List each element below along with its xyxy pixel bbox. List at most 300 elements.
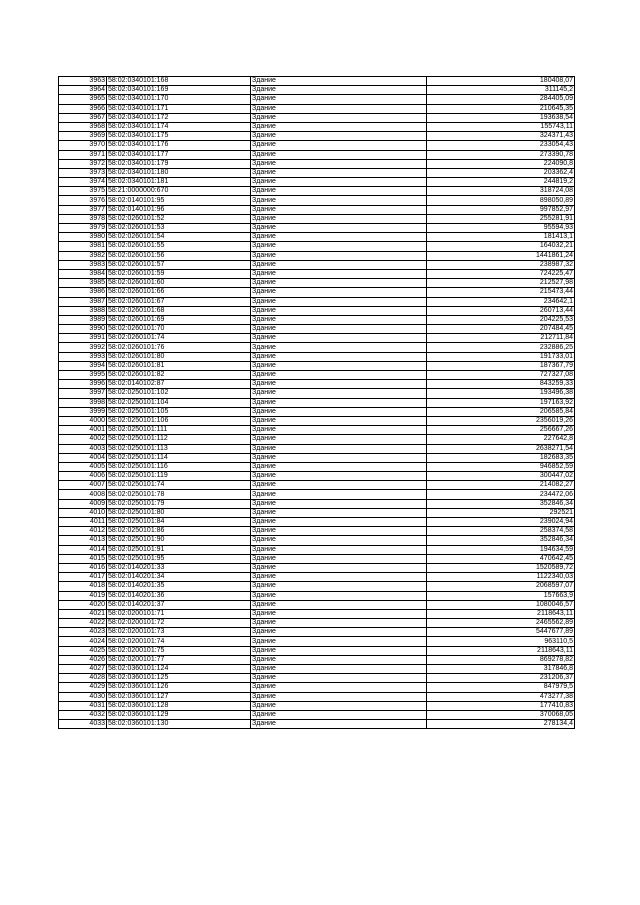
cadastral-number-cell: 58:02:0260101:69: [107, 315, 251, 324]
row-number-cell: 3984: [59, 269, 107, 278]
object-type-cell: Здание: [251, 187, 427, 196]
row-number-cell: 4006: [59, 472, 107, 481]
row-number-cell: 4007: [59, 481, 107, 490]
cadastral-number-cell: 58:02:0140101:96: [107, 205, 251, 214]
object-type-cell: Здание: [251, 407, 427, 416]
table-row: [59, 563, 575, 572]
table-row: [59, 288, 575, 297]
cadastral-number-cell: 58:02:0250101:106: [107, 416, 251, 425]
cadastral-value-cell: 843259,33: [427, 380, 575, 389]
table-row: [59, 361, 575, 370]
table-row: [59, 665, 575, 674]
cadastral-value-cell: 231206,37: [427, 674, 575, 683]
cadastral-value-cell: 311145,2: [427, 86, 575, 95]
table-row: [59, 279, 575, 288]
cadastral-number-cell: 58:02:0250101:105: [107, 407, 251, 416]
cadastral-number-cell: 58:02:0340101:169: [107, 86, 251, 95]
object-type-cell: Здание: [251, 150, 427, 159]
row-number-cell: 3971: [59, 150, 107, 159]
table-row: [59, 168, 575, 177]
cadastral-value-cell: 324371,43: [427, 132, 575, 141]
table-row: [59, 122, 575, 131]
table-row: [59, 371, 575, 380]
table-row: [59, 407, 575, 416]
row-number-cell: 3998: [59, 398, 107, 407]
object-type-cell: Здание: [251, 288, 427, 297]
table-row: [59, 619, 575, 628]
row-number-cell: 4013: [59, 536, 107, 545]
object-type-cell: Здание: [251, 591, 427, 600]
cadastral-number-cell: 58:02:0260101:52: [107, 214, 251, 223]
row-number-cell: 3978: [59, 214, 107, 223]
object-type-cell: Здание: [251, 536, 427, 545]
table-row: [59, 398, 575, 407]
cadastral-number-cell: 58:02:0340101:171: [107, 104, 251, 113]
cadastral-value-cell: 727327,08: [427, 371, 575, 380]
table-row: [59, 315, 575, 324]
cadastral-value-cell: 318724,08: [427, 187, 575, 196]
cadastral-value-cell: 177410,83: [427, 701, 575, 710]
object-type-cell: Здание: [251, 196, 427, 205]
cadastral-number-cell: 58:02:0250101:116: [107, 462, 251, 471]
object-type-cell: Здание: [251, 343, 427, 352]
object-type-cell: Здание: [251, 619, 427, 628]
cadastral-number-cell: 58:02:0250101:119: [107, 472, 251, 481]
cadastral-value-cell: 224090,8: [427, 159, 575, 168]
table-row: [59, 674, 575, 683]
cadastral-number-cell: 58:02:0140201:35: [107, 582, 251, 591]
cadastral-value-cell: 352846,34: [427, 499, 575, 508]
table-row: [59, 334, 575, 343]
cadastral-number-cell: 58:02:0250101:111: [107, 426, 251, 435]
row-number-cell: 3977: [59, 205, 107, 214]
object-type-cell: Здание: [251, 710, 427, 719]
cadastral-value-cell: 370068,05: [427, 710, 575, 719]
cadastral-number-cell: 58:02:0340101:176: [107, 141, 251, 150]
cadastral-value-cell: 946852,59: [427, 462, 575, 471]
cadastral-value-cell: 997852,97: [427, 205, 575, 214]
row-number-cell: 4020: [59, 600, 107, 609]
object-type-cell: Здание: [251, 398, 427, 407]
cadastral-number-cell: 58:02:0140101:95: [107, 196, 251, 205]
object-type-cell: Здание: [251, 683, 427, 692]
object-type-cell: Здание: [251, 453, 427, 462]
row-number-cell: 3982: [59, 251, 107, 260]
cadastral-number-cell: 58:02:0200101:71: [107, 609, 251, 618]
cadastral-value-cell: 255281,91: [427, 214, 575, 223]
table-row: [59, 132, 575, 141]
cadastral-value-cell: 180408,07: [427, 77, 575, 86]
cadastral-value-cell: 473277,38: [427, 692, 575, 701]
cadastral-value-cell: 244819,2: [427, 178, 575, 187]
cadastral-number-cell: 58:02:0340101:174: [107, 122, 251, 131]
row-number-cell: 3989: [59, 315, 107, 324]
table-row: [59, 490, 575, 499]
row-number-cell: 4016: [59, 563, 107, 572]
table-row: [59, 178, 575, 187]
table-row: [59, 472, 575, 481]
object-type-cell: Здание: [251, 224, 427, 233]
registry-table-body: [59, 77, 575, 729]
object-type-cell: Здание: [251, 380, 427, 389]
row-number-cell: 3979: [59, 224, 107, 233]
cadastral-number-cell: 58:02:0260101:54: [107, 233, 251, 242]
cadastral-number-cell: 58:02:0140102:87: [107, 380, 251, 389]
cadastral-value-cell: 2356019,26: [427, 416, 575, 425]
table-row: [59, 187, 575, 196]
object-type-cell: Здание: [251, 159, 427, 168]
table-row: [59, 196, 575, 205]
cadastral-number-cell: 58:02:0260101:60: [107, 279, 251, 288]
table-row: [59, 159, 575, 168]
cadastral-value-cell: 278134,4: [427, 720, 575, 729]
table-row: [59, 113, 575, 122]
cadastral-value-cell: 470642,45: [427, 554, 575, 563]
object-type-cell: Здание: [251, 472, 427, 481]
cadastral-number-cell: 58:02:0360101:128: [107, 701, 251, 710]
object-type-cell: Здание: [251, 655, 427, 664]
row-number-cell: 3964: [59, 86, 107, 95]
object-type-cell: Здание: [251, 104, 427, 113]
cadastral-number-cell: 58:02:0340101:181: [107, 178, 251, 187]
table-row: [59, 527, 575, 536]
table-row: [59, 343, 575, 352]
row-number-cell: 3986: [59, 288, 107, 297]
row-number-cell: 3974: [59, 178, 107, 187]
object-type-cell: Здание: [251, 573, 427, 582]
object-type-cell: Здание: [251, 720, 427, 729]
object-type-cell: Здание: [251, 499, 427, 508]
cadastral-value-cell: 234472,06: [427, 490, 575, 499]
row-number-cell: 3965: [59, 95, 107, 104]
cadastral-number-cell: 58:02:0260101:59: [107, 269, 251, 278]
cadastral-number-cell: 58:02:0360101:125: [107, 674, 251, 683]
object-type-cell: Здание: [251, 609, 427, 618]
row-number-cell: 3966: [59, 104, 107, 113]
cadastral-value-cell: 847979,5: [427, 683, 575, 692]
table-row: [59, 720, 575, 729]
table-row: [59, 224, 575, 233]
cadastral-number-cell: 58:02:0340101:180: [107, 168, 251, 177]
cadastral-number-cell: 58:21:0000000:670: [107, 187, 251, 196]
table-row: [59, 141, 575, 150]
object-type-cell: Здание: [251, 582, 427, 591]
cadastral-number-cell: 58:02:0250101:114: [107, 453, 251, 462]
row-number-cell: 3976: [59, 196, 107, 205]
cadastral-value-cell: 292521: [427, 508, 575, 517]
cadastral-number-cell: 58:02:0200101:77: [107, 655, 251, 664]
cadastral-value-cell: 2118643,11: [427, 609, 575, 618]
cadastral-number-cell: 58:02:0260101:74: [107, 334, 251, 343]
cadastral-value-cell: 212711,84: [427, 334, 575, 343]
object-type-cell: Здание: [251, 674, 427, 683]
row-number-cell: 3993: [59, 352, 107, 361]
row-number-cell: 3996: [59, 380, 107, 389]
row-number-cell: 4017: [59, 573, 107, 582]
row-number-cell: 3963: [59, 77, 107, 86]
row-number-cell: 4031: [59, 701, 107, 710]
cadastral-value-cell: 214082,27: [427, 481, 575, 490]
row-number-cell: 4033: [59, 720, 107, 729]
cadastral-number-cell: 58:02:0140201:36: [107, 591, 251, 600]
cadastral-value-cell: 5447677,89: [427, 628, 575, 637]
cadastral-value-cell: 233054,43: [427, 141, 575, 150]
object-type-cell: Здание: [251, 637, 427, 646]
cadastral-value-cell: 210645,35: [427, 104, 575, 113]
cadastral-value-cell: 1441861,24: [427, 251, 575, 260]
table-row: [59, 426, 575, 435]
cadastral-number-cell: 58:02:0250101:102: [107, 389, 251, 398]
object-type-cell: Здание: [251, 334, 427, 343]
object-type-cell: Здание: [251, 269, 427, 278]
table-row: [59, 646, 575, 655]
table-row: [59, 508, 575, 517]
cadastral-number-cell: 58:02:0360101:130: [107, 720, 251, 729]
object-type-cell: Здание: [251, 168, 427, 177]
cadastral-number-cell: 58:02:0260101:80: [107, 352, 251, 361]
cadastral-value-cell: 215473,44: [427, 288, 575, 297]
table-row: [59, 628, 575, 637]
cadastral-value-cell: 193638,54: [427, 113, 575, 122]
object-type-cell: Здание: [251, 692, 427, 701]
row-number-cell: 3997: [59, 389, 107, 398]
cadastral-value-cell: 963110,5: [427, 637, 575, 646]
row-number-cell: 4025: [59, 646, 107, 655]
object-type-cell: Здание: [251, 205, 427, 214]
row-number-cell: 3995: [59, 371, 107, 380]
cadastral-value-cell: 300447,02: [427, 472, 575, 481]
object-type-cell: Здание: [251, 646, 427, 655]
object-type-cell: Здание: [251, 77, 427, 86]
cadastral-number-cell: 58:02:0260101:68: [107, 306, 251, 315]
cadastral-value-cell: 181413,1: [427, 233, 575, 242]
row-number-cell: 3980: [59, 233, 107, 242]
table-row: [59, 573, 575, 582]
cadastral-value-cell: 232886,25: [427, 343, 575, 352]
cadastral-value-cell: 724225,47: [427, 269, 575, 278]
object-type-cell: Здание: [251, 563, 427, 572]
cadastral-number-cell: 58:02:0250101:113: [107, 444, 251, 453]
object-type-cell: Здание: [251, 444, 427, 453]
table-row: [59, 260, 575, 269]
object-type-cell: Здание: [251, 141, 427, 150]
cadastral-value-cell: 1080046,57: [427, 600, 575, 609]
cadastral-value-cell: 212527,98: [427, 279, 575, 288]
object-type-cell: Здание: [251, 628, 427, 637]
row-number-cell: 3994: [59, 361, 107, 370]
table-row: [59, 453, 575, 462]
row-number-cell: 4000: [59, 416, 107, 425]
cadastral-value-cell: 352846,34: [427, 536, 575, 545]
table-row: [59, 600, 575, 609]
cadastral-value-cell: 258374,58: [427, 527, 575, 536]
object-type-cell: Здание: [251, 490, 427, 499]
row-number-cell: 4015: [59, 554, 107, 563]
table-row: [59, 95, 575, 104]
row-number-cell: 3990: [59, 325, 107, 334]
cadastral-number-cell: 58:02:0260101:56: [107, 251, 251, 260]
cadastral-value-cell: 2068597,07: [427, 582, 575, 591]
cadastral-number-cell: 58:02:0360101:126: [107, 683, 251, 692]
cadastral-number-cell: 58:02:0200101:72: [107, 619, 251, 628]
table-row: [59, 435, 575, 444]
cadastral-value-cell: 164032,21: [427, 242, 575, 251]
table-row: [59, 481, 575, 490]
cadastral-value-cell: 157663,9: [427, 591, 575, 600]
cadastral-value-cell: 191733,01: [427, 352, 575, 361]
cadastral-value-cell: 187367,79: [427, 361, 575, 370]
table-row: [59, 242, 575, 251]
row-number-cell: 4028: [59, 674, 107, 683]
row-number-cell: 3983: [59, 260, 107, 269]
cadastral-value-cell: 869278,82: [427, 655, 575, 664]
cadastral-value-cell: 239024,94: [427, 518, 575, 527]
cadastral-value-cell: 206585,84: [427, 407, 575, 416]
row-number-cell: 3991: [59, 334, 107, 343]
row-number-cell: 4032: [59, 710, 107, 719]
cadastral-number-cell: 58:02:0250101:74: [107, 481, 251, 490]
row-number-cell: 3967: [59, 113, 107, 122]
object-type-cell: Здание: [251, 508, 427, 517]
cadastral-value-cell: 234642,1: [427, 297, 575, 306]
row-number-cell: 4019: [59, 591, 107, 600]
cadastral-number-cell: 58:02:0200101:73: [107, 628, 251, 637]
cadastral-number-cell: 58:02:0260101:76: [107, 343, 251, 352]
cadastral-value-cell: 204225,53: [427, 315, 575, 324]
table-row: [59, 380, 575, 389]
cadastral-number-cell: 58:02:0140201:33: [107, 563, 251, 572]
table-row: [59, 86, 575, 95]
cadastral-value-cell: 1122340,03: [427, 573, 575, 582]
table-row: [59, 297, 575, 306]
cadastral-number-cell: 58:02:0260101:70: [107, 325, 251, 334]
object-type-cell: Здание: [251, 600, 427, 609]
object-type-cell: Здание: [251, 462, 427, 471]
table-row: [59, 710, 575, 719]
cadastral-number-cell: 58:02:0200101:75: [107, 646, 251, 655]
object-type-cell: Здание: [251, 95, 427, 104]
table-row: [59, 499, 575, 508]
cadastral-number-cell: 58:02:0340101:175: [107, 132, 251, 141]
row-number-cell: 3968: [59, 122, 107, 131]
cadastral-value-cell: 2465562,89: [427, 619, 575, 628]
cadastral-value-cell: 1520589,72: [427, 563, 575, 572]
table-row: [59, 416, 575, 425]
object-type-cell: Здание: [251, 545, 427, 554]
table-row: [59, 389, 575, 398]
cadastral-number-cell: 58:02:0360101:129: [107, 710, 251, 719]
object-type-cell: Здание: [251, 701, 427, 710]
cadastral-value-cell: 2118643,11: [427, 646, 575, 655]
object-type-cell: Здание: [251, 352, 427, 361]
cadastral-number-cell: 58:02:0260101:55: [107, 242, 251, 251]
row-number-cell: 4024: [59, 637, 107, 646]
row-number-cell: 3969: [59, 132, 107, 141]
row-number-cell: 4002: [59, 435, 107, 444]
cadastral-number-cell: 58:02:0260101:53: [107, 224, 251, 233]
cadastral-number-cell: 58:02:0250101:80: [107, 508, 251, 517]
object-type-cell: Здание: [251, 122, 427, 131]
row-number-cell: 3973: [59, 168, 107, 177]
table-row: [59, 536, 575, 545]
cadastral-number-cell: 58:02:0360101:127: [107, 692, 251, 701]
row-number-cell: 4003: [59, 444, 107, 453]
object-type-cell: Здание: [251, 260, 427, 269]
table-row: [59, 462, 575, 471]
row-number-cell: 3975: [59, 187, 107, 196]
object-type-cell: Здание: [251, 361, 427, 370]
cadastral-number-cell: 58:02:0250101:78: [107, 490, 251, 499]
cadastral-number-cell: 58:02:0250101:95: [107, 554, 251, 563]
table-row: [59, 655, 575, 664]
table-row: [59, 325, 575, 334]
table-row: [59, 609, 575, 618]
table-row: [59, 214, 575, 223]
row-number-cell: 3972: [59, 159, 107, 168]
cadastral-value-cell: 256667,26: [427, 426, 575, 435]
row-number-cell: 3992: [59, 343, 107, 352]
object-type-cell: Здание: [251, 527, 427, 536]
cadastral-value-cell: 95594,93: [427, 224, 575, 233]
row-number-cell: 3985: [59, 279, 107, 288]
row-number-cell: 4027: [59, 665, 107, 674]
row-number-cell: 4026: [59, 655, 107, 664]
cadastral-number-cell: 58:02:0260101:67: [107, 297, 251, 306]
cadastral-value-cell: 155743,11: [427, 122, 575, 131]
cadastral-number-cell: 58:02:0250101:104: [107, 398, 251, 407]
row-number-cell: 4008: [59, 490, 107, 499]
cadastral-value-cell: 238987,32: [427, 260, 575, 269]
row-number-cell: 3999: [59, 407, 107, 416]
object-type-cell: Здание: [251, 242, 427, 251]
row-number-cell: 4029: [59, 683, 107, 692]
row-number-cell: 4009: [59, 499, 107, 508]
table-row: [59, 701, 575, 710]
object-type-cell: Здание: [251, 435, 427, 444]
cadastral-number-cell: 58:02:0250101:112: [107, 435, 251, 444]
object-type-cell: Здание: [251, 325, 427, 334]
table-row: [59, 233, 575, 242]
object-type-cell: Здание: [251, 86, 427, 95]
table-row: [59, 77, 575, 86]
cadastral-value-cell: 203362,4: [427, 168, 575, 177]
registry-table: [58, 76, 575, 729]
cadastral-number-cell: 58:02:0260101:66: [107, 288, 251, 297]
table-row: [59, 205, 575, 214]
cadastral-value-cell: 2638271,54: [427, 444, 575, 453]
object-type-cell: Здание: [251, 315, 427, 324]
object-type-cell: Здание: [251, 214, 427, 223]
object-type-cell: Здание: [251, 279, 427, 288]
object-type-cell: Здание: [251, 132, 427, 141]
table-row: [59, 306, 575, 315]
table-row: [59, 251, 575, 260]
cadastral-number-cell: 58:02:0340101:172: [107, 113, 251, 122]
cadastral-number-cell: 58:02:0260101:82: [107, 371, 251, 380]
cadastral-value-cell: 317846,8: [427, 665, 575, 674]
object-type-cell: Здание: [251, 297, 427, 306]
table-row: [59, 269, 575, 278]
cadastral-value-cell: 207484,45: [427, 325, 575, 334]
cadastral-value-cell: 193496,38: [427, 389, 575, 398]
object-type-cell: Здание: [251, 665, 427, 674]
row-number-cell: 4023: [59, 628, 107, 637]
table-row: [59, 637, 575, 646]
cadastral-number-cell: 58:02:0340101:179: [107, 159, 251, 168]
object-type-cell: Здание: [251, 481, 427, 490]
cadastral-number-cell: 58:02:0140201:34: [107, 573, 251, 582]
row-number-cell: 4018: [59, 582, 107, 591]
